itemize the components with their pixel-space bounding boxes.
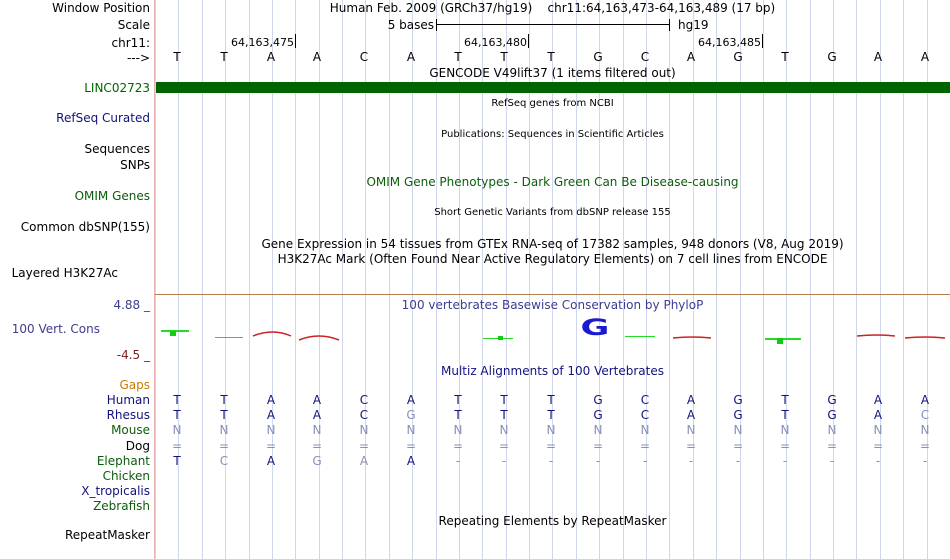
phylop-track-title[interactable]: 100 vertebrates Basewise Conservation by PhyloP — [401, 298, 704, 312]
species-label[interactable]: Rhesus — [106, 408, 150, 422]
refseq-track-title[interactable]: RefSeq genes from NCBI — [491, 98, 614, 109]
alignment-base: N — [593, 423, 603, 437]
sequence-base: T — [547, 50, 555, 64]
alignment-row — [155, 469, 950, 483]
alignment-base: C — [640, 408, 650, 422]
alignment-base: T — [173, 408, 181, 422]
alignment-base: = — [171, 439, 183, 453]
repeatmasker-label[interactable]: RepeatMasker — [64, 528, 150, 542]
alignment-base: T — [781, 408, 789, 422]
snps-label[interactable]: SNPs — [120, 158, 150, 172]
alignment-base: T — [220, 393, 228, 407]
sequence-base: A — [920, 50, 930, 64]
vert-cons-label[interactable]: 100 Vert. Cons — [11, 322, 100, 336]
common-dbsnp-label[interactable]: Common dbSNP(155) — [20, 220, 150, 234]
alignment-base: G — [733, 408, 743, 422]
alignment-row — [155, 484, 950, 498]
alignment-base: T — [500, 408, 508, 422]
window-position-text — [155, 1, 950, 15]
alignment-base: - — [642, 454, 648, 468]
alignment-base: - — [875, 454, 881, 468]
alignment-row — [155, 499, 950, 513]
phylop-bar-1-cap — [170, 331, 176, 336]
alignment-base: = — [218, 439, 230, 453]
alignment-base: = — [685, 439, 697, 453]
alignment-base: A — [406, 393, 416, 407]
alignment-base: T — [500, 393, 508, 407]
phylop-conserved-base: G — [580, 316, 610, 341]
alignment-base: N — [827, 423, 837, 437]
assembly-text: Human Feb. 2009 (GRCh37/hg19) — [329, 1, 533, 15]
position-text: chr11:64,163,473-64,163,489 (17 bp) — [547, 1, 776, 15]
sequence-base: T — [173, 50, 181, 64]
h3k27ac-baseline — [155, 294, 950, 295]
alignment-base: N — [920, 423, 930, 437]
alignment-base: A — [266, 454, 276, 468]
alignment-base: G — [827, 393, 837, 407]
alignment-base: - — [782, 454, 788, 468]
alignment-base: = — [265, 439, 277, 453]
alignment-base: A — [406, 454, 416, 468]
sequence-base: A — [312, 50, 322, 64]
refseq-curated-label[interactable]: RefSeq Curated — [56, 111, 150, 125]
omim-genes-label[interactable]: OMIM Genes — [74, 189, 150, 203]
alignment-base: A — [873, 408, 883, 422]
sequence-base: G — [733, 50, 743, 64]
alignment-row — [155, 408, 950, 422]
alignment-row — [155, 454, 950, 468]
alignment-base: N — [640, 423, 650, 437]
dbsnp-track-title[interactable]: Short Genetic Variants from dbSNP release 155 — [434, 207, 671, 218]
phylop-curve-4 — [857, 335, 895, 336]
alignment-base: G — [406, 408, 416, 422]
species-label[interactable]: Elephant — [96, 454, 150, 468]
alignment-row — [155, 439, 950, 453]
alignment-base: - — [595, 454, 601, 468]
alignment-base: - — [922, 454, 928, 468]
alignment-base: = — [732, 439, 744, 453]
sequence-base: A — [873, 50, 883, 64]
sequence-base: C — [640, 50, 650, 64]
alignment-base: = — [639, 439, 651, 453]
alignment-base: = — [919, 439, 931, 453]
gencode-item-label[interactable]: LINC02723 — [84, 81, 150, 95]
alignment-base: = — [498, 439, 510, 453]
alignment-base: N — [359, 423, 369, 437]
alignment-base: = — [779, 439, 791, 453]
alignment-base: - — [455, 454, 461, 468]
alignment-base: T — [220, 408, 228, 422]
phylop-curve-2 — [299, 336, 339, 340]
alignment-base: A — [920, 393, 930, 407]
alignment-base: N — [733, 423, 743, 437]
window-position-label: Window Position — [52, 1, 150, 15]
alignment-base: A — [359, 454, 369, 468]
alignment-base: N — [219, 423, 229, 437]
species-label[interactable]: Dog — [125, 439, 150, 453]
alignment-base: N — [873, 423, 883, 437]
alignment-base: T — [454, 408, 462, 422]
alignment-base: - — [688, 454, 694, 468]
alignment-base: N — [546, 423, 556, 437]
reference-sequence-row — [155, 50, 950, 64]
scale-text: 5 bases — [387, 18, 434, 32]
alignment-base: A — [873, 393, 883, 407]
alignment-base: A — [266, 408, 276, 422]
phylop-bar-3-cap — [498, 336, 503, 340]
alignment-base: N — [780, 423, 790, 437]
sequences-label[interactable]: Sequences — [84, 142, 150, 156]
alignment-base: = — [452, 439, 464, 453]
phylop-bar-5-cap — [777, 338, 783, 344]
layered-h3k27ac-label[interactable]: Layered H3K27Ac — [11, 266, 118, 280]
alignment-base: N — [312, 423, 322, 437]
alignment-base: A — [312, 408, 322, 422]
alignment-base: T — [173, 454, 181, 468]
alignment-base: A — [686, 393, 696, 407]
phylop-curve-3 — [673, 337, 711, 338]
sequence-base: G — [593, 50, 603, 64]
sequence-base: T — [781, 50, 789, 64]
track-labels-panel — [0, 0, 155, 559]
alignment-base: A — [266, 393, 276, 407]
alignment-base: = — [826, 439, 838, 453]
alignment-base: A — [312, 393, 322, 407]
omim-track-title[interactable]: OMIM Gene Phenotypes - Dark Green Can Be Disease-causing — [366, 175, 739, 189]
multiz-track-title[interactable]: Multiz Alignments of 100 Vertebrates — [440, 364, 665, 378]
species-label[interactable]: Chicken — [102, 469, 150, 483]
alignment-base: C — [920, 408, 930, 422]
h3k27ac-track-title[interactable]: H3K27Ac Mark (Often Found Near Active Regulatory Elements) on 7 cell lines from ENCODE — [277, 252, 828, 266]
sequence-base: T — [220, 50, 228, 64]
alignment-base: G — [593, 408, 603, 422]
phylop-curve-5 — [905, 337, 945, 338]
sequence-base: G — [827, 50, 837, 64]
phylop-min-label: -4.5 _ — [116, 348, 150, 362]
alignment-base: C — [359, 393, 369, 407]
alignment-base: = — [545, 439, 557, 453]
alignment-base: T — [454, 393, 462, 407]
alignment-base: C — [359, 408, 369, 422]
repeatmasker-track-title[interactable]: Repeating Elements by RepeatMasker — [438, 514, 667, 528]
alignment-base: - — [548, 454, 554, 468]
species-label[interactable]: Mouse — [111, 423, 150, 437]
scale-bar — [155, 17, 950, 33]
phylop-max-label: 4.88 _ — [113, 298, 150, 312]
alignment-base: C — [640, 393, 650, 407]
alignment-base: = — [405, 439, 417, 453]
alignment-base: N — [406, 423, 416, 437]
phylop-graph — [155, 318, 950, 358]
alignment-base: G — [827, 408, 837, 422]
alignment-base: - — [829, 454, 835, 468]
phylop-curve-1 — [253, 332, 291, 336]
alignment-base: T — [173, 393, 181, 407]
alignment-base: N — [686, 423, 696, 437]
alignment-base: C — [219, 454, 229, 468]
alignment-base: A — [686, 408, 696, 422]
publications-track-title[interactable]: Publications: Sequences in Scientific Articles — [441, 129, 664, 140]
alignment-base: G — [312, 454, 322, 468]
position-label-2: 64,163,480 — [464, 36, 527, 49]
position-label-3: 64,163,485 — [698, 36, 761, 49]
alignment-base: T — [781, 393, 789, 407]
species-label[interactable]: X_tropicalis — [81, 484, 150, 498]
sequence-base: A — [266, 50, 276, 64]
sequence-base: T — [454, 50, 462, 64]
alignment-base: T — [547, 393, 555, 407]
scale-label: Scale — [117, 18, 150, 32]
alignment-base: N — [266, 423, 276, 437]
alignment-base: N — [453, 423, 463, 437]
alignment-base: G — [733, 393, 743, 407]
gtex-track-title[interactable]: Gene Expression in 54 tissues from GTEx RNA-seq of 17382 samples, 948 donors (V8, Aug 2019) — [261, 237, 844, 251]
alignment-base: N — [499, 423, 509, 437]
position-label-1: 64,163,475 — [231, 36, 294, 49]
sequence-base: A — [406, 50, 416, 64]
strand-arrow-label: ---> — [126, 51, 150, 65]
alignment-base: = — [311, 439, 323, 453]
alignment-base: N — [172, 423, 182, 437]
species-label[interactable]: Zebrafish — [93, 499, 150, 513]
gencode-track-title[interactable]: GENCODE V49lift37 (1 items filtered out) — [429, 66, 676, 80]
species-label[interactable]: Human — [106, 393, 150, 407]
gaps-label: Gaps — [119, 378, 150, 392]
alignment-row — [155, 423, 950, 437]
alignment-base: - — [735, 454, 741, 468]
chrom-label: chr11: — [111, 36, 150, 50]
gencode-gene-bar[interactable] — [156, 82, 950, 93]
phylop-bar-2 — [215, 337, 243, 338]
alignment-base: = — [358, 439, 370, 453]
sequence-base: T — [500, 50, 508, 64]
browser-image-panel — [155, 0, 950, 559]
alignment-base: - — [501, 454, 507, 468]
alignment-base: T — [547, 408, 555, 422]
alignment-base: = — [872, 439, 884, 453]
alignment-row — [155, 393, 950, 407]
alignment-base: G — [593, 393, 603, 407]
alignment-base: = — [592, 439, 604, 453]
scale-db-text: hg19 — [678, 18, 709, 32]
sequence-base: C — [359, 50, 369, 64]
sequence-base: A — [686, 50, 696, 64]
